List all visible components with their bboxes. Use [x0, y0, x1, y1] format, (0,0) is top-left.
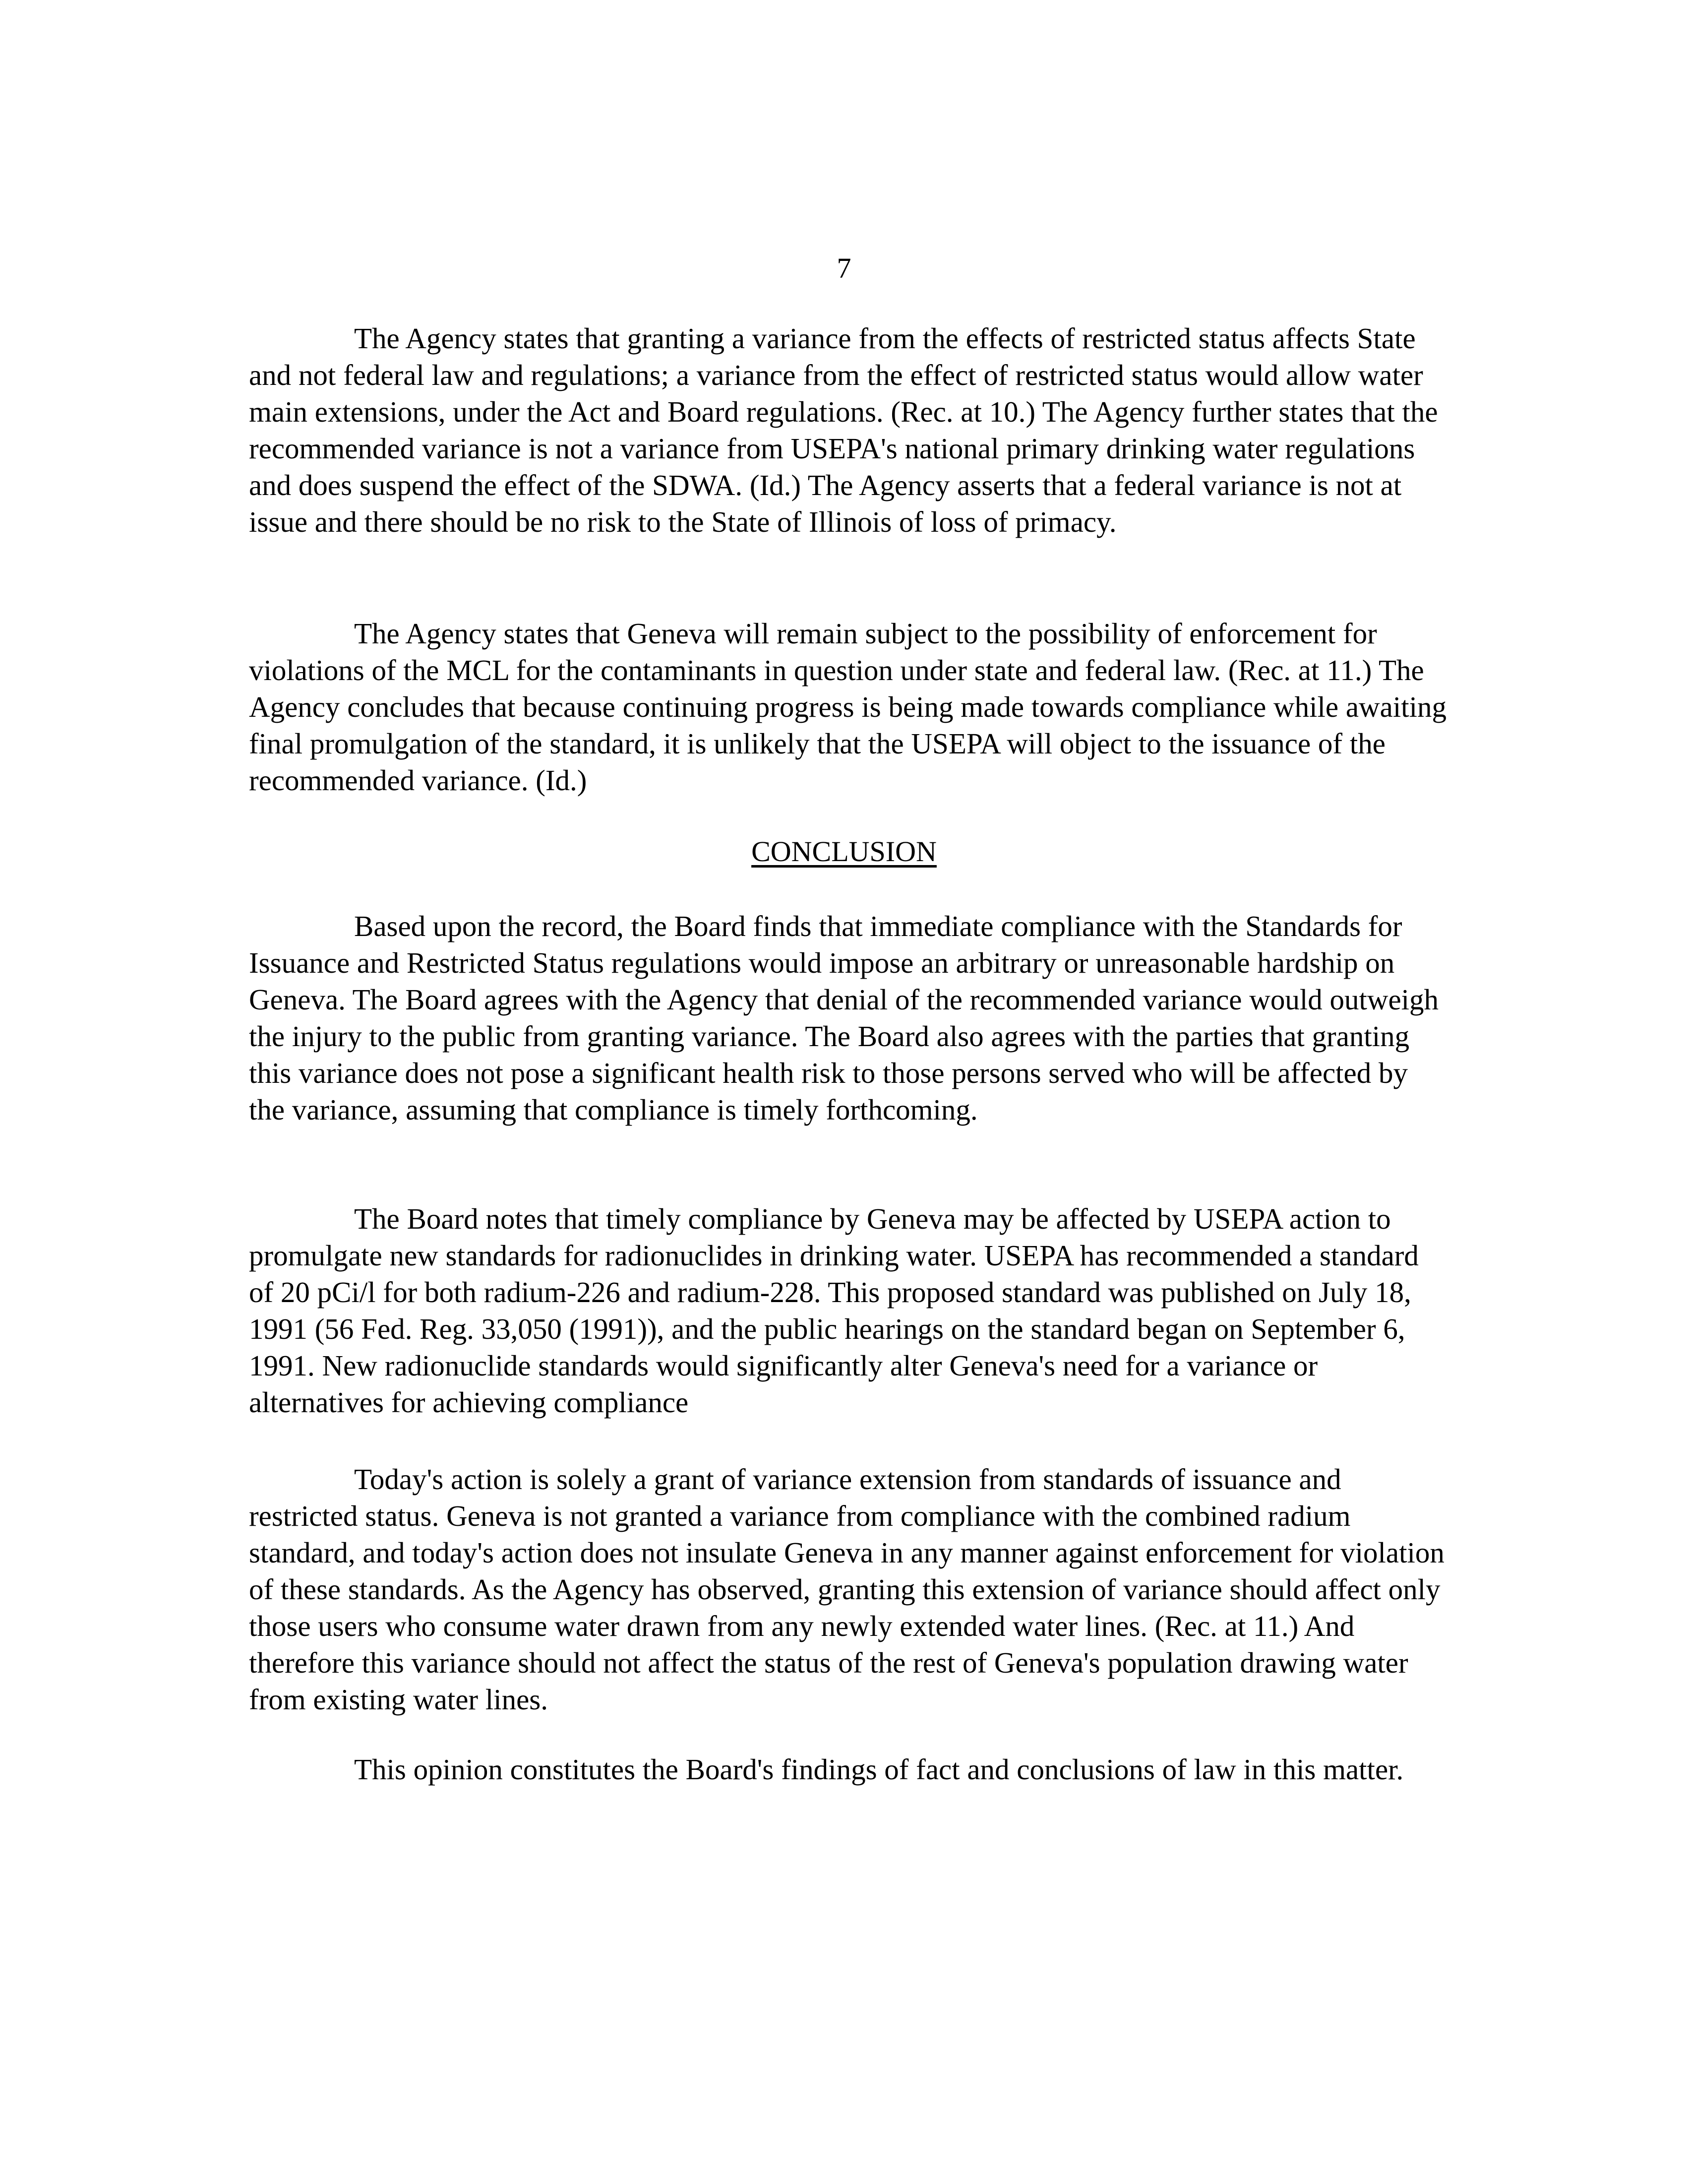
paragraph-board-findings — [249, 908, 1449, 1128]
paragraph-text: The Board notes that timely compliance by Geneva may be affected by USEPA action to promulgate new standards for radionuclides in drinking water. USEPA has recommended a standard of 20 pCi/l for both radium-226 and radium-228. This proposed standard was published on July 18, 1991 (56 Fed. Reg. 33,050 (1991)), and the public hearings on the standard began on September 6, 1991. New radionuclide standards would significantly alter Geneva's need for a variance or alternatives for achieving compliance — [249, 1202, 1419, 1419]
paragraph-text: Based upon the record, the Board finds that immediate compliance with the Standards for Issuance and Restricted Status regulations would impose an arbitrary or unreasonable hardship on Geneva. The Board agrees with the Agency that denial of the recommended variance would outweigh the injury to the public from granting variance. The Board also agrees with the parties that granting this variance does not pose a significant health risk to those persons served who will be affected by the variance, assuming that compliance is timely forthcoming. — [249, 910, 1439, 1126]
paragraph-opinion-statement — [249, 1751, 1449, 1788]
paragraph-text: Today's action is solely a grant of variance extension from standards of issuance and restricted status. Geneva is not granted a variance from compliance with the combined radium standard, and today's action does not insulate Geneva in any manner against enforcement for violation of these standards. As the Agency has observed, granting this extension of variance should affect only those users who consume water drawn from any newly extended water lines. (Rec. at 11.) And therefore this variance should not affect the status of the rest of Geneva's population drawing water from existing water lines. — [249, 1463, 1445, 1716]
paragraph-usepa-standards — [249, 1200, 1449, 1421]
paragraph-todays-action — [249, 1461, 1449, 1718]
page-number: 7 — [837, 252, 851, 284]
paragraph-text: This opinion constitutes the Board's findings of fact and conclusions of law in this matter. — [354, 1753, 1404, 1786]
paragraph-text: The Agency states that Geneva will remain subject to the possibility of enforcement for violations of the MCL for the contaminants in question under state and federal law. (Rec. at 11.) The Agency concludes that because continuing progress is being made towards compliance while awaiting final promulgation of the standard, it is unlikely that the USEPA will object to the issuance of the recommended variance. (Id.) — [249, 617, 1447, 797]
paragraph-agency-state-law — [249, 320, 1449, 540]
paragraph-enforcement — [249, 615, 1449, 799]
section-heading: CONCLUSION — [751, 835, 937, 868]
paragraph-text: The Agency states that granting a variance from the effects of restricted status affects State and not federal law and regulations; a variance from the effect of restricted status would allow water main extensions, under the Act and Board regulations. (Rec. at 10.) The Agency further states that the recommended variance is not a variance from USEPA's national primary drinking water regulations and does suspend the effect of the SDWA. (Id.) The Agency asserts that a federal variance is not at issue and there should be no risk to the State of Illinois of loss of primacy. — [249, 322, 1438, 538]
